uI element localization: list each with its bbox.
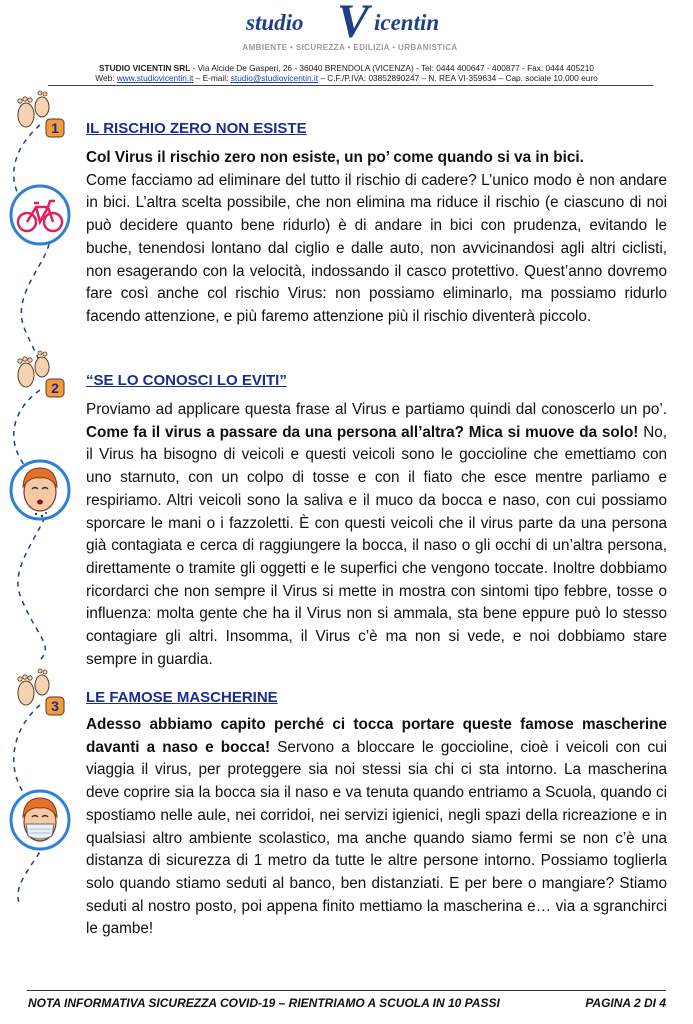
section-3-bold: Adesso abbiamo capito perché ci tocca portare queste famose mascherine davanti a naso e bocca! xyxy=(86,716,667,756)
section-2-heading: “SE LO CONOSCI LO EVITI” xyxy=(86,372,287,389)
page-number: PAGINA 2 DI 4 xyxy=(585,996,666,1010)
section-2-body xyxy=(86,399,667,671)
footprints-icon xyxy=(18,91,64,137)
section-2-text-1: Proviamo ad applicare questa frase al Virus e partiamo quindi dal conoscerlo un po’. xyxy=(86,401,667,418)
company-name: STUDIO VICENTIN SRL xyxy=(99,63,191,73)
bicycle-icon xyxy=(11,186,69,244)
masked-child-icon xyxy=(11,791,69,849)
email-link[interactable]: studio@studiovicentin.it xyxy=(230,73,319,83)
logo-studio: studio xyxy=(246,10,304,35)
section-1-body xyxy=(86,147,667,329)
step-number: 3 xyxy=(51,698,59,714)
section-2-bold: Come fa il virus a passare da una persona all’altra? Mica si muove da solo! xyxy=(86,423,639,441)
email-label: – E-mail: xyxy=(193,73,231,83)
section-3-body xyxy=(86,714,667,941)
header-divider xyxy=(48,85,653,86)
logo-v: V xyxy=(337,0,370,48)
fiscal-info: – C.F./P.IVA: 03852890247 – N. REA VI-359634 – Cap. sociale 10.000 euro xyxy=(318,73,598,83)
website-link[interactable]: www.studiovicentin.it xyxy=(116,73,194,83)
sneezing-child-icon xyxy=(11,461,69,519)
logo-icentin: icentin xyxy=(374,10,440,35)
company-address-line xyxy=(0,63,693,73)
section-1-lead: Col Virus il rischio zero non esiste, un po’ come quando si va in bici. xyxy=(86,149,584,166)
section-1-heading: IL RISCHIO ZERO NON ESISTE xyxy=(86,120,307,137)
footer-divider xyxy=(27,990,666,991)
section-3-heading: LE FAMOSE MASCHERINE xyxy=(86,689,278,706)
left-decoration xyxy=(0,85,80,905)
section-1-text: Come facciamo ad eliminare del tutto il rischio di cadere? L’unico modo è non andare in bici. L’altra scelta possibile, che non elimina ma riduce il rischio (e ciascuno di noi può decidere quanto bene ridurlo) è di andare in bici con prudenza, evitando le buche, tenendosi lontano dal ciglio e dalle auto, non avvicinandosi agli altri ciclisti, non esagerando con la velocità, indossando il casco protettivo. Quest’anno dovremo fare così anche col rischio Virus: non possiamo eliminarlo, ma possiamo ridurlo facendo attenzione, e più faremo attenzione più il rischio diventerà piccolo. xyxy=(86,171,667,325)
company-logo xyxy=(240,2,460,58)
web-label: Web: xyxy=(95,73,117,83)
company-address: - Via Alcide De Gasperi, 26 - 36040 BRENDOLA (VICENZA) - Tel: 0444 400647 - 400877 - Fax: 0444 405210 xyxy=(190,63,594,73)
step-number: 1 xyxy=(51,120,59,136)
logo-tagline: AMBIENTE • SICUREZZA • EDILIZIA • URBANISTICA xyxy=(242,43,458,52)
section-2-text-2: No, il Virus ha bisogno di veicoli e questi veicoli sono le goccioline che emettiamo con uno starnuto, con un colpo di tosse e con il fiato che esce mentre parliamo e respiriamo. Altri veicoli sono la saliva e il muco da bocca e naso, con cui possiamo sporcare le mani o i fazzoletti. È con questi veicoli che il virus parte da una persona già contagiata e cerca di raggiungere la bocca, il naso o gli occhi di un’altra persona, direttamente o tramite gli oggetti e le superfici che vengono toccate. Inoltre dobbiamo ricordarci che non sempre il Virus si mette in mostra con sintomi tipo febbre, tosse o influenza: molta gente che ha il Virus non si ammala, sta bene eppure può lo stesso contagiare gli altri. Insomma, il Virus c’è ma non si vede, e noi dobbiamo stare sempre in guardia. xyxy=(86,423,667,668)
section-3-text: Servono a bloccare le goccioline, cioè i veicoli con cui viaggia il virus, per proteggere sia noi stessi sia chi ci sta intorno. La mascherina deve coprire sia la bocca sia il naso e va tenuta quando entriamo a Scuola, quando ci spostiamo nelle aule, nei corridoi, nei servizi igienici, negli spazi della ricreazione e in qualsiasi altro ambiente scolastico, ma anche quando siamo fermi se non c’è una distanza di sicurezza di 1 metro da tutte le altre persone intorno. Possiamo toglierla solo quando stiamo seduti al banco, ben distanziati. E per bere o mangiare? Stiamo seduti al nostro posto, poi appena finito mettiamo la mascherina e… via a sgranchirci le gambe! xyxy=(86,738,667,938)
footprints-icon xyxy=(18,669,64,715)
footprints-icon xyxy=(18,351,64,397)
step-number: 2 xyxy=(51,380,59,396)
company-contact-line xyxy=(0,73,693,83)
footer-title: NOTA INFORMATIVA SICUREZZA COVID-19 – RIENTRIAMO A SCUOLA IN 10 PASSI xyxy=(28,996,500,1010)
